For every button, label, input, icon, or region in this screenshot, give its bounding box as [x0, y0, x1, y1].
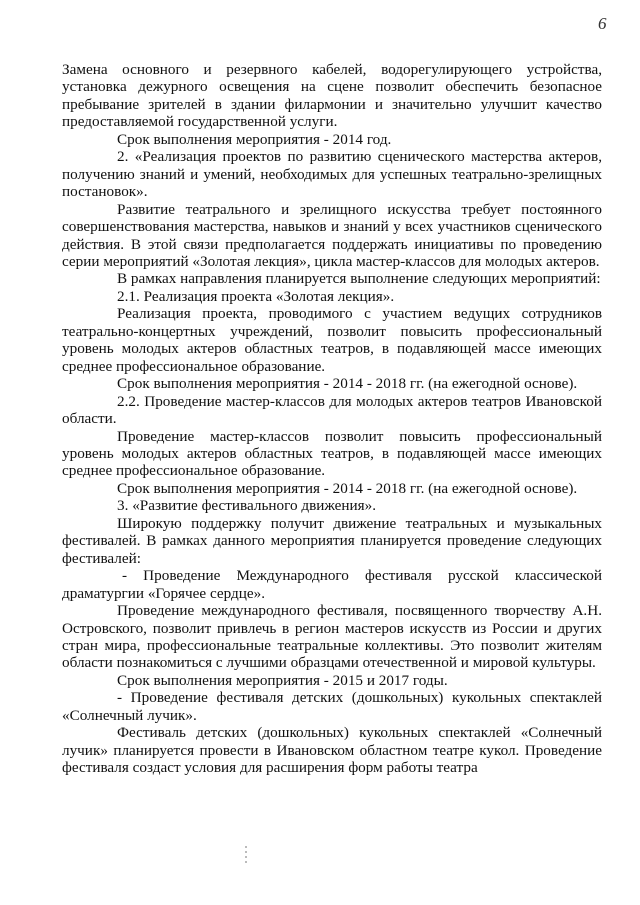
- paragraph: - Проведение фестиваля детских (дошкольных) кукольных спектаклей «Солнечный лучик».: [62, 689, 602, 724]
- paragraph: 2. «Реализация проектов по развитию сценического мастерства актеров, получению знаний и умений, необходимых для успешных театрально-зрелищных постановок».: [62, 148, 602, 201]
- paragraph: 3. «Развитие фестивального движения».: [117, 497, 377, 515]
- paragraph: Срок выполнения мероприятия - 2014 - 2018 гг. (на ежегодной основе).: [117, 375, 578, 393]
- document-body: [62, 61, 602, 777]
- paragraph: Срок выполнения мероприятия - 2014 - 2018 гг. (на ежегодной основе).: [117, 479, 578, 497]
- paragraph: Замена основного и резервного кабелей, водорегулирующего устройства, установка дежурного освещения на сцене позволит обеспечить безопасное пребывание зрителей в здании филармонии и значительно улучшит качество предоставляемой государственной услуги.: [62, 61, 602, 131]
- paragraph: - Проведение Международного фестиваля русской классической драматургии «Горячее сердце».: [62, 567, 602, 602]
- page-number: 6: [598, 14, 607, 33]
- paragraph: 2.2. Проведение мастер-классов для молодых актеров театров Ивановской области.: [62, 392, 602, 428]
- paragraph: Реализация проекта, проводимого с участием ведущих сотрудников театрально-концертных учреждений, позволит повысить профессиональный уровень молодых актеров областных театров, в подавляющей массе имеющих среднее профессиональное образование.: [62, 305, 602, 375]
- paragraph: Проведение мастер-классов позволит повысить профессиональный уровень молодых актеров областных театров, в подавляющей массе имеющих среднее профессиональное образование.: [62, 427, 602, 480]
- paragraph: Развитие театрального и зрелищного искусства требует постоянного совершенствования мастерства, навыков и знаний у всех участников сценического действия. В этой связи предполагается поддержать инициативы по проведению серии мероприятий «Золотая лекция», цикла мастер-классов для молодых актеров.: [62, 200, 602, 270]
- paragraph: 2.1. Реализация проекта «Золотая лекция».: [117, 287, 395, 305]
- paragraph: Широкую поддержку получит движение театральных и музыкальных фестивалей. В рамках данного мероприятия планируется проведение следующих фестивалей:: [62, 514, 602, 567]
- paragraph: Срок выполнения мероприятия - 2014 год.: [117, 130, 392, 148]
- scan-artifact: [245, 843, 249, 873]
- paragraph: Проведение международного фестиваля, посвященного творчеству А.Н. Островского, позволит привлечь в регион мастеров искусств из России и других стран мира, профессиональные театральные коллективы. Это позволит жителям области познакомиться с лучшими образцами отечественной и мировой культуры.: [62, 602, 602, 672]
- paragraph: Срок выполнения мероприятия - 2015 и 2017 годы.: [117, 671, 448, 689]
- paragraph: Фестиваль детских (дошкольных) кукольных спектаклей «Солнечный лучик» планируется провести в Ивановском областном театре кукол. Проведение фестиваля создаст условия для расширения форм работы театра: [62, 724, 602, 777]
- paragraph: В рамках направления планируется выполнение следующих мероприятий:: [117, 270, 601, 288]
